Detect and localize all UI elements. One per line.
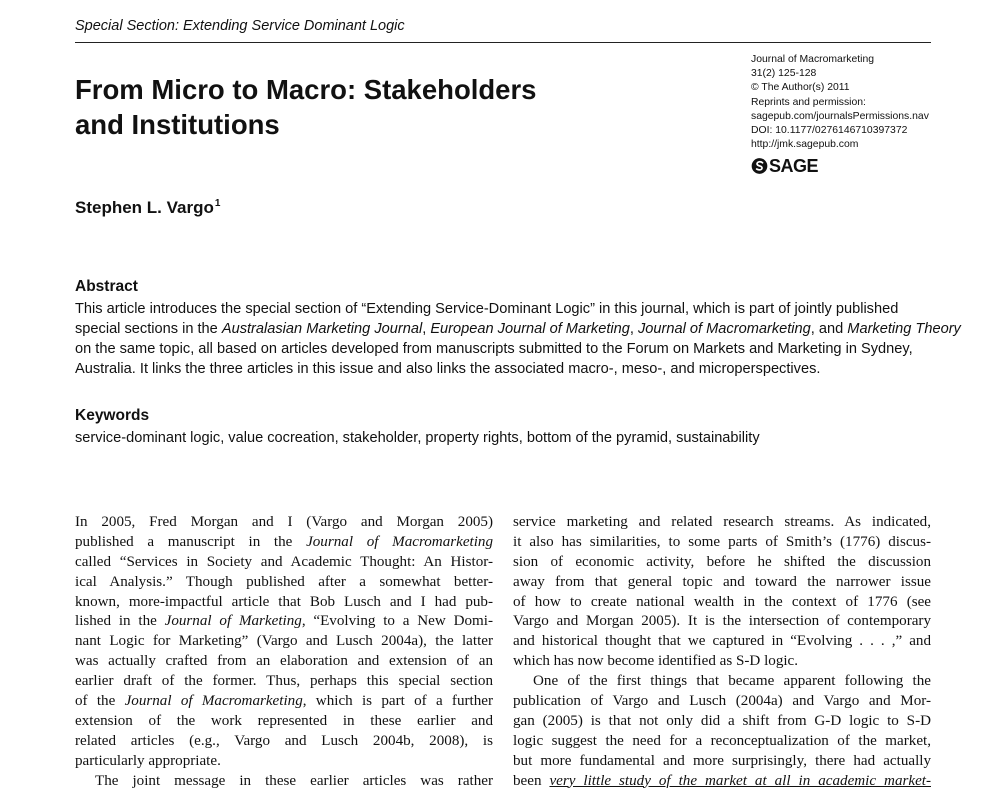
text-run: known, more-impactful article that Bob Lusch and I had pub- (75, 593, 493, 610)
body-text-line (513, 772, 931, 791)
italic-text-run: Marketing Theory (847, 321, 961, 337)
italic-text-run: Journal of Macromarketing (306, 533, 494, 550)
body-text-line (75, 692, 493, 712)
text-run: and historical thought that we captured in “Evolving . . . ,” and (513, 633, 931, 650)
text-run: been (513, 772, 550, 789)
text-run: logic suggest the need for a reconceptualization of the market, (513, 732, 931, 749)
text-run: very little study of the market at all in academic market- (549, 772, 931, 789)
text-run: gan (2005) is that not only did a shift from G-D logic to S-D (513, 712, 931, 729)
text-run: extension of the work represented in these earlier and (75, 712, 493, 729)
abstract-heading: Abstract (75, 278, 138, 295)
body-text-line (75, 533, 493, 553)
text-run: lished in the (75, 613, 165, 630)
text-run: special sections in the (75, 321, 222, 337)
text-run: , (629, 321, 638, 337)
body-text-line (75, 732, 493, 752)
text-run: published a manuscript in the (75, 533, 307, 550)
abstract-body (75, 299, 961, 379)
text-run: Vargo and Morgan 2005). It is the intersection of contemporary (513, 613, 931, 630)
body-text-line (513, 612, 931, 632)
body-text-line (75, 672, 493, 692)
text-run: on the same topic, all based on articles developed from manuscripts submitted to the Forum on Markets and Marketing in Sydney, (75, 341, 913, 357)
text-run: earlier draft of the former. Thus, perhaps this special section (75, 673, 493, 690)
journal-url-link[interactable]: http://jmk.sagepub.com (751, 139, 859, 151)
body-text-line (513, 732, 931, 752)
body-text-line (513, 553, 931, 573)
text-run: This article introduces the special section of “Extending Service-Dominant Logic” in this journal, which is part of jointly published (75, 301, 899, 317)
body-column-right (513, 513, 931, 791)
text-run: service marketing and related research streams. As indicated, (513, 514, 931, 530)
body-text-line (513, 752, 931, 772)
body-text-line (513, 513, 931, 533)
body-text-line (513, 573, 931, 593)
body-text-line (513, 593, 931, 613)
reprints-line: Reprints and permission: (751, 96, 866, 108)
body-text-line (513, 632, 931, 652)
body-text-line (75, 712, 493, 732)
author-affiliation-mark[interactable]: 1 (214, 198, 221, 209)
text-run: related articles (e.g., Vargo and Lusch 2004b, 2008), is (75, 732, 493, 749)
article-title-line-2: and Institutions (75, 109, 280, 140)
running-section-header: Special Section: Extending Service Dominant Logic (75, 18, 405, 34)
body-text-line (513, 692, 931, 712)
sage-logo (751, 155, 818, 177)
journal-name: Journal of Macromarketing (751, 54, 875, 65)
text-run: , and (810, 321, 848, 337)
body-text-line (75, 553, 493, 573)
author-name (75, 198, 220, 218)
text-run: of how to create national wealth in the context of 1776 (see (513, 593, 931, 610)
sage-wordmark: SAGE (769, 156, 819, 176)
text-run: it also has similarities, to some parts of Smith’s (1776) discus- (513, 533, 931, 550)
text-run: , which is part of a further (302, 693, 493, 710)
text-run: The joint message in these earlier articles was rather (95, 772, 493, 789)
italic-text-run (549, 773, 931, 789)
body-text-line (75, 513, 493, 533)
article-title (75, 72, 635, 142)
text-run: which has now become identified as S-D logic. (513, 653, 799, 670)
italic-text-run: Journal of Marketing (164, 613, 302, 630)
abstract-line (75, 319, 961, 339)
abstract-line (75, 339, 931, 359)
text-run: of the (75, 693, 125, 710)
body-text-line (513, 533, 931, 553)
text-run: In 2005, Fred Morgan and I (Vargo and Morgan 2005) (75, 514, 493, 530)
copyright-line: © The Author(s) 2011 (751, 82, 850, 94)
text-run: One of the first things that became apparent following the (533, 673, 931, 690)
text-run: ical Analysis.” Though published after a somewhat better- (75, 573, 493, 590)
sage-s-icon (751, 157, 768, 175)
body-text-line (513, 672, 931, 692)
italic-text-run: Journal of Macromarketing (638, 321, 811, 337)
body-text-line (75, 632, 493, 652)
header-divider (75, 42, 931, 43)
body-column-left (75, 513, 493, 791)
body-text-line (75, 652, 493, 672)
body-text-line (513, 712, 931, 732)
abstract-line (75, 299, 931, 319)
italic-text-run: Journal of Macromarketing (124, 693, 303, 710)
volume-pages: 31(2) 125-128 (751, 68, 817, 80)
text-run: was actually crafted from an elaboration and extension of an (75, 653, 493, 670)
text-run: called “Services in Society and Academic Thought: An Histor- (75, 553, 493, 570)
body-text-line (75, 593, 493, 613)
article-title-line-1: From Micro to Macro: Stakeholders (75, 74, 537, 105)
doi-line[interactable]: DOI: 10.1177/0276146710397372 (751, 125, 908, 137)
author-name-text: Stephen L. Vargo (75, 198, 214, 217)
abstract-line (75, 359, 931, 379)
permissions-link[interactable]: sagepub.com/journalsPermissions.nav (751, 110, 929, 122)
text-run: , “Evolving to a New Domi- (301, 613, 493, 630)
body-text-line (75, 772, 493, 791)
body-text-line (75, 752, 493, 772)
journal-info-block (751, 53, 929, 152)
text-run: nant Logic for Marketing” (Vargo and Lusch 2004a), the latter (75, 633, 493, 650)
keywords-heading: Keywords (75, 407, 150, 424)
body-text-line (75, 573, 493, 593)
text-run: Australia. It links the three articles in this issue and also links the associated macro-, meso-, and microperspectives. (75, 361, 821, 377)
text-run: particularly appropriate. (75, 752, 221, 769)
italic-text-run: Australasian Marketing Journal (221, 321, 423, 337)
keywords-list: service-dominant logic, value cocreation, stakeholder, property rights, bottom of the pyramid, sustainability (75, 430, 760, 446)
text-run: but more fundamental and more surprisingly, there had actually (513, 752, 931, 769)
text-run: away from that general topic and toward the narrower issue (513, 573, 931, 590)
body-text-line (513, 652, 931, 672)
text-run: publication of Vargo and Lusch (2004a) and Vargo and Mor- (513, 693, 931, 710)
body-text-line (75, 612, 493, 632)
italic-text-run: European Journal of Marketing (430, 321, 630, 337)
text-run: , (422, 321, 431, 337)
text-run: sion of economic activity, before he shifted the discussion (513, 553, 931, 570)
